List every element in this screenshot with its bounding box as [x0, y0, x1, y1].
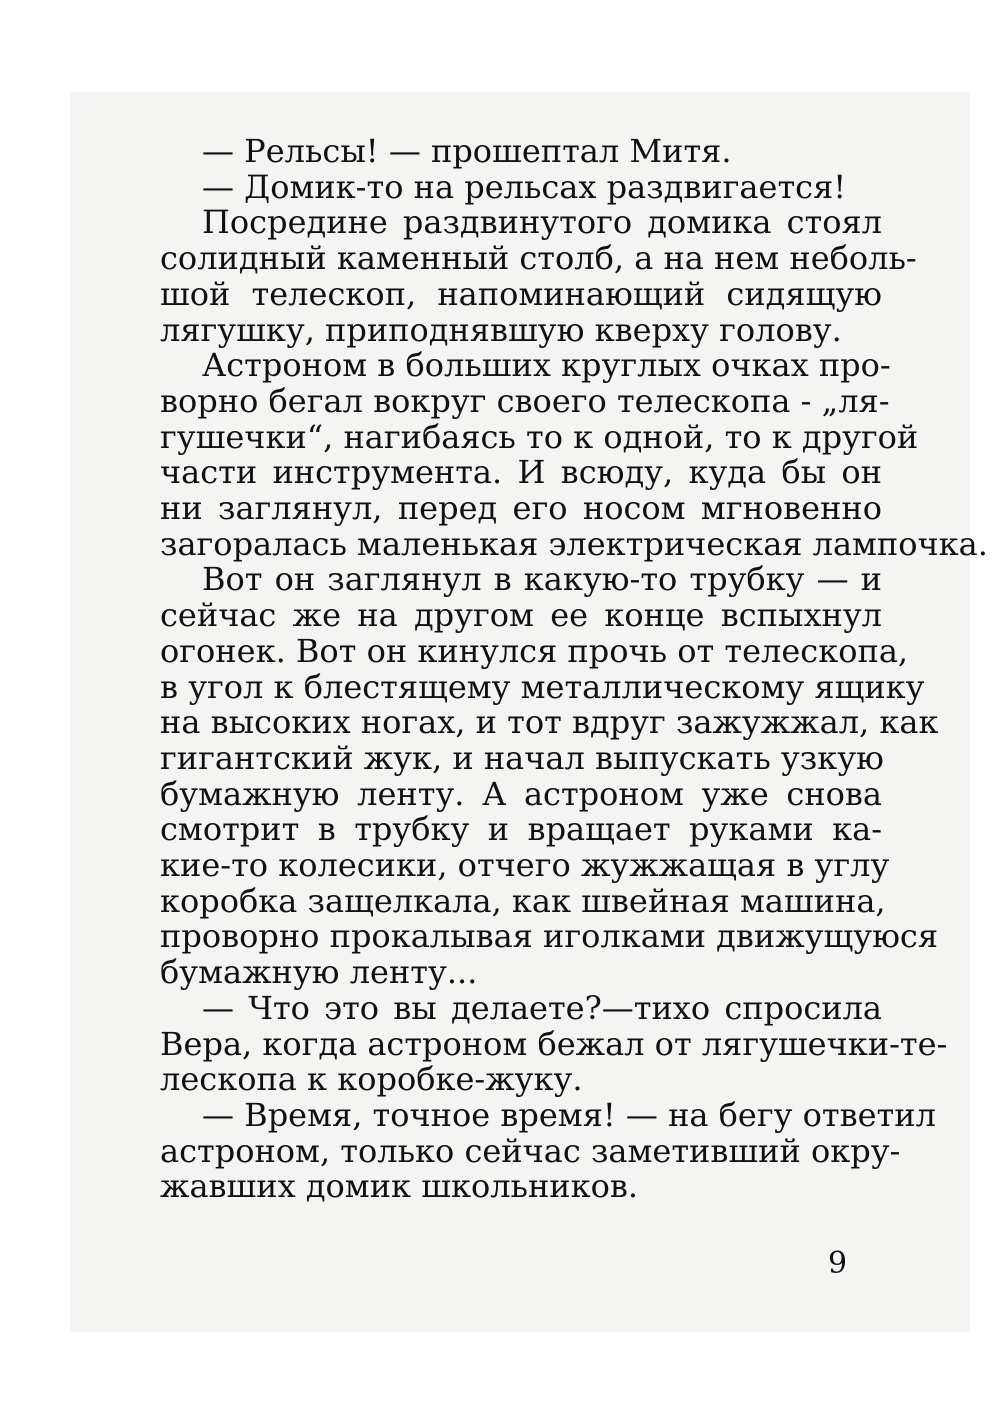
text-line: шой телескоп, напоминающий сидящую [160, 274, 882, 313]
text-line: ни заглянул, перед его носом мгновенно [160, 489, 882, 528]
text-line: бумажную ленту. А астроном уже снова [160, 774, 882, 813]
text-line: бумажную ленту... [160, 953, 478, 992]
text-line: лягушку, приподнявшую кверху голову. [160, 310, 842, 349]
text-line: жавших домик школьников. [160, 1167, 639, 1206]
text-line: ворно бегал вокруг своего телескопа - „ля- [160, 381, 890, 420]
text-line: гигантский жук, и начал выпускать узкую [160, 738, 884, 777]
text-line: части инструмента. И всюду, куда бы он [160, 453, 882, 492]
text-line: проворно прокалывая иголками движущуюся [160, 917, 939, 956]
text-line: солидный каменный столб, а на нем неболь- [160, 239, 917, 278]
text-line: Астроном в больших круглых очках про- [202, 346, 891, 385]
text-line: сейчас же на другом ее конце вспыхнул [160, 596, 882, 635]
text-line: Вера, когда астроном бежал от лягушечки-те- [160, 1024, 948, 1063]
text-line: в угол к блестящему металлическому ящику [160, 667, 925, 706]
page-number: 9 [828, 1246, 848, 1281]
text-line: Вот он заглянул в какую-то трубку — и [202, 560, 882, 599]
text-line: Посредине раздвинутого домика стоял [202, 203, 882, 242]
text-line: гушечки“, нагибаясь то к одной, то к другой [160, 417, 919, 456]
text-line: коробка защелкала, как швейная машина, [160, 881, 886, 920]
text-line: астроном, только сейчас заметивший окру- [160, 1131, 901, 1170]
text-line: — Рельсы! — прошептал Митя. [202, 132, 732, 170]
text-line: лескопа к коробке-жуку. [160, 1060, 583, 1099]
text-line: — Что это вы делаете?—тихо спросила [202, 988, 882, 1027]
text-line: смотрит в трубку и вращает руками ка- [160, 810, 882, 849]
text-line: загоралась маленькая электрическая лампочка. [160, 524, 988, 563]
body-text [160, 132, 988, 1206]
text-line: — Время, точное время! — на бегу ответил [202, 1095, 936, 1134]
text-line: на высоких ногах, и тот вдруг зажужжал, как [160, 703, 939, 742]
text-line: огонек. Вот он кинулся прочь от телескопа, [160, 631, 909, 670]
text-line: кие-то колесики, отчего жужжащая в углу [160, 846, 890, 885]
text-line: — Домик-то на рельсах раздвигается! [202, 167, 847, 206]
